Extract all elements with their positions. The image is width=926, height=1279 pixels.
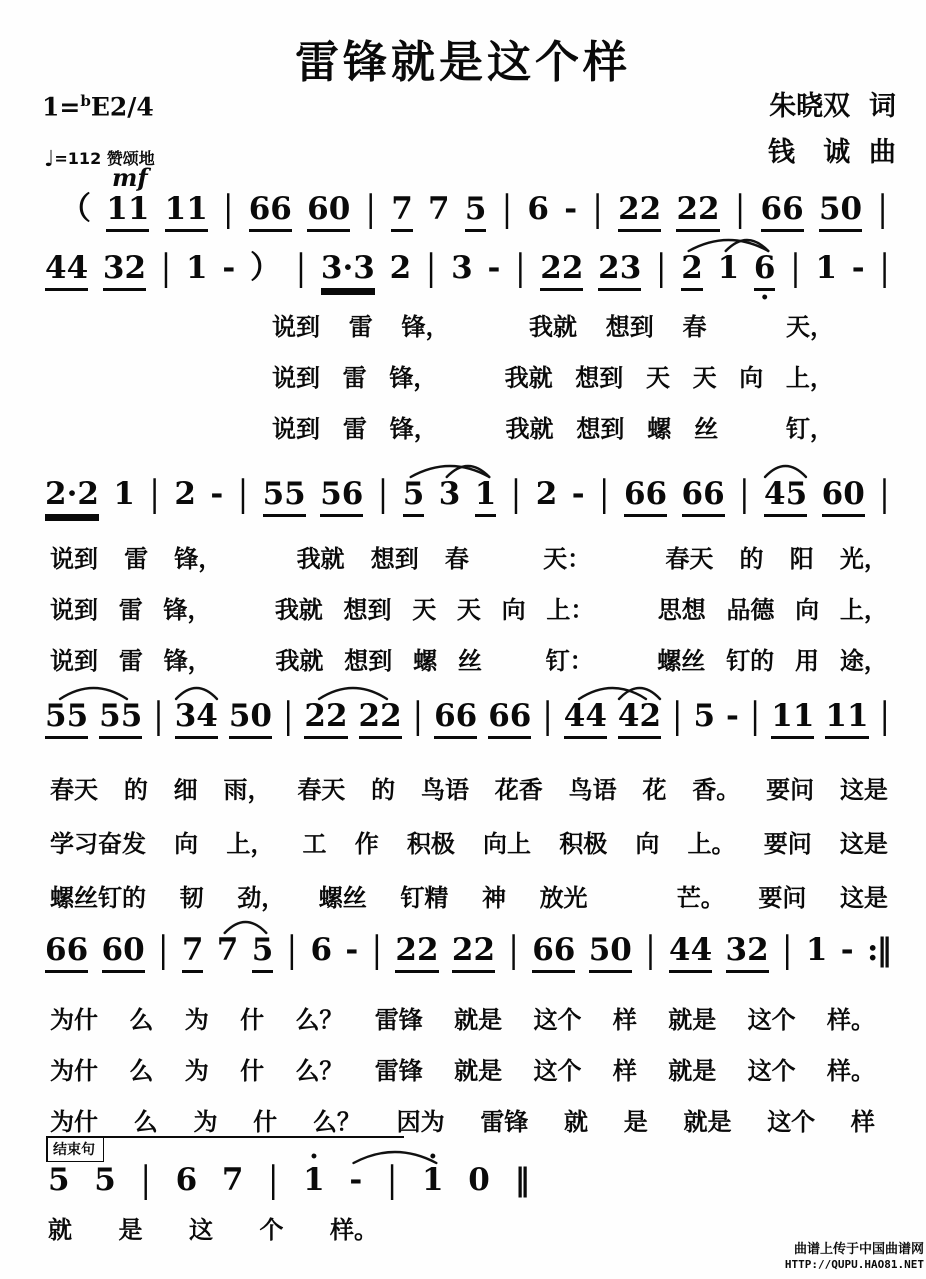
lyric-word: 作 xyxy=(354,830,379,858)
note-token: 32 xyxy=(726,933,769,973)
lyric-word: 这个 xyxy=(767,1108,816,1136)
lyric-word: 螺 xyxy=(413,647,438,675)
barline: | xyxy=(425,247,437,289)
note-token: 60 xyxy=(102,933,145,973)
note-token: - xyxy=(851,250,865,286)
lyric-word: 说到 xyxy=(50,647,98,675)
barline: | xyxy=(515,247,526,289)
lyric-word: 钉： xyxy=(545,647,594,675)
note-token: 44 xyxy=(45,251,88,291)
note-token: 60 xyxy=(307,192,350,232)
barline: | xyxy=(879,695,890,737)
lyric-word: 我就 xyxy=(505,415,554,443)
lyric-word: 天， xyxy=(786,313,834,341)
ending-phrase-label: 结束句 xyxy=(46,1138,104,1162)
note-token: 22 xyxy=(452,933,495,973)
lyric-word: 天： xyxy=(543,545,592,573)
lyrics-block-2 xyxy=(50,539,888,692)
note-token: - xyxy=(571,476,585,512)
lyric-word: 锋， xyxy=(163,596,212,624)
note-token: 66 xyxy=(532,933,575,973)
barline: | xyxy=(223,188,234,230)
lyric-word: 春天 xyxy=(50,776,98,804)
lyric-word: 这是 xyxy=(839,776,888,804)
note-token: 3·3 xyxy=(321,251,375,291)
note-token: 3 xyxy=(438,476,461,512)
lyric-word: 的 xyxy=(123,776,148,804)
lyric-line xyxy=(50,824,888,859)
lyric-word: 是 xyxy=(118,1216,143,1244)
note-token: 7 xyxy=(216,932,239,968)
barline: | xyxy=(158,929,169,971)
note-token: 5 xyxy=(94,1162,116,1198)
lyric-word: 螺丝钉的 xyxy=(50,884,146,912)
lyric-word: 要问 xyxy=(766,776,815,804)
lyric-word: 途， xyxy=(839,647,888,675)
lyric-word: 样。 xyxy=(330,1216,378,1244)
lyric-word: 什 xyxy=(253,1108,278,1136)
lyric-line xyxy=(50,590,888,625)
note-token: 5 xyxy=(252,933,274,973)
lyric-word: 我就 xyxy=(275,647,324,675)
note-token: 66 xyxy=(45,933,88,973)
note-token: 44 xyxy=(564,699,607,739)
note-token: 1 xyxy=(717,250,740,286)
note-token: 50 xyxy=(589,933,632,973)
note-token: 6 xyxy=(310,932,333,968)
note-token: 45 xyxy=(764,477,807,517)
note-token: 42 xyxy=(618,699,661,739)
lyric-word: 雨， xyxy=(223,776,272,804)
lyric-word: 天 xyxy=(645,364,670,392)
note-token: 11 xyxy=(165,192,208,232)
lyric-word: 想到 xyxy=(575,364,624,392)
lyric-line xyxy=(272,358,834,393)
lyric-word: 品德 xyxy=(726,596,775,624)
note-token: • 1 xyxy=(303,1163,325,1199)
lyric-word: 上， xyxy=(785,364,834,392)
lyric-word: 螺 xyxy=(647,415,672,443)
lyrics-block-4 xyxy=(50,1000,875,1153)
note-token: ） xyxy=(249,250,281,286)
lyric-word: 天 xyxy=(412,596,437,624)
lyric-word: 上， xyxy=(839,596,888,624)
barline: | xyxy=(879,247,890,289)
lyric-word: 上。 xyxy=(687,830,736,858)
lyric-word: 什 xyxy=(240,1006,265,1034)
lyric-word: 螺丝 xyxy=(318,884,367,912)
quarter-note-icon: ♩ xyxy=(44,147,55,172)
lyric-word: 雷锋 xyxy=(480,1108,529,1136)
note-token: 1 xyxy=(113,476,135,512)
lyric-word: 雷 xyxy=(118,647,143,675)
note-token: 7 xyxy=(182,933,204,973)
song-title: 雷锋就是这个样 xyxy=(295,37,631,88)
lyric-word: 花 xyxy=(642,776,667,804)
lyric-word: 雷锋 xyxy=(374,1057,423,1085)
key-signature xyxy=(42,92,154,121)
lyric-word: 说到 xyxy=(50,596,98,624)
music-line-4 xyxy=(45,695,890,739)
note-token: - xyxy=(222,250,236,286)
note-token: - xyxy=(840,932,854,968)
note-token: 22 xyxy=(359,699,402,739)
barline: | xyxy=(510,473,522,515)
lyric-word: 工 xyxy=(302,830,327,858)
lyric-word: 春 xyxy=(682,313,707,341)
note-token: 23 xyxy=(598,251,641,291)
lyric-word: 样 xyxy=(612,1006,637,1034)
lyric-word: 说到 xyxy=(272,364,320,392)
lyric-word: 样 xyxy=(850,1108,875,1136)
barline: | xyxy=(656,247,667,289)
note-token: 6 xyxy=(175,1162,198,1198)
lyric-word: 为什 xyxy=(50,1057,98,1085)
barline: | xyxy=(295,247,307,289)
lyric-word: 这个 xyxy=(533,1057,582,1085)
barline: | xyxy=(501,188,513,230)
lyric-word: 么？ xyxy=(312,1108,361,1136)
note-token: 11 xyxy=(771,699,814,739)
note-token: 60 xyxy=(822,477,865,517)
note-token: 34 xyxy=(175,699,218,739)
lyric-word: 么？ xyxy=(295,1057,344,1085)
lyric-word: 香。 xyxy=(692,776,741,804)
barline: | xyxy=(237,473,249,515)
watermark-url: HTTP://QUPU.HAO81.NET xyxy=(784,1258,924,1272)
lyric-word: 想到 xyxy=(576,415,625,443)
note-token: 22 xyxy=(540,251,583,291)
note-token: 66 xyxy=(624,477,667,517)
lyric-word: 雷 xyxy=(118,596,143,624)
lyric-word: 学习奋发 xyxy=(50,830,146,858)
note-token: 7 xyxy=(221,1162,244,1198)
note-token: 56 xyxy=(320,477,363,517)
note-token: 66 xyxy=(682,477,725,517)
lyric-word: 这 xyxy=(189,1216,213,1244)
note-token: 44 xyxy=(669,933,712,973)
lyric-word: 雷锋 xyxy=(374,1006,423,1034)
lyric-word: 雷 xyxy=(124,545,149,573)
music-line-1 xyxy=(60,188,888,232)
note-token: 5 xyxy=(693,698,716,734)
music-line-5 xyxy=(45,929,890,973)
lyric-word: 为什 xyxy=(50,1006,98,1034)
lyric-word: 春天 xyxy=(297,776,346,804)
lyric-word: 样。 xyxy=(826,1057,875,1085)
barline: :‖ xyxy=(867,932,890,968)
barline: | xyxy=(508,929,519,971)
note-token: 50 xyxy=(229,699,272,739)
lyric-word: 锋， xyxy=(389,415,438,443)
barline: | xyxy=(877,188,888,230)
note-token: 7 xyxy=(428,191,450,227)
lyric-word: 的 xyxy=(739,545,764,573)
lyric-word: 想到 xyxy=(370,545,419,573)
barline: | xyxy=(286,929,298,971)
lyric-line xyxy=(50,1000,875,1035)
lyric-word: 这个 xyxy=(533,1006,582,1034)
lyric-word: 锋， xyxy=(401,313,450,341)
note-token: 66 xyxy=(434,699,477,739)
lyric-word: 雷 xyxy=(342,415,367,443)
lyric-word: 钉精 xyxy=(400,884,449,912)
note-token: 7 xyxy=(391,192,413,232)
lyric-word: 钉， xyxy=(785,415,834,443)
lyric-word: 就 xyxy=(564,1108,589,1136)
note-token: 32 xyxy=(103,251,146,291)
lyric-word: 样 xyxy=(612,1057,637,1085)
note-token: - xyxy=(349,1162,363,1198)
lyric-line xyxy=(272,307,834,342)
barline: | xyxy=(645,929,656,971)
lyric-word: 向 xyxy=(739,364,764,392)
lyric-line xyxy=(50,1051,875,1086)
lyric-word: 钉的 xyxy=(726,647,775,675)
lyric-word: 就是 xyxy=(454,1006,503,1034)
lyric-word: 个 xyxy=(259,1216,284,1244)
barline: | xyxy=(599,473,610,515)
note-token: （ xyxy=(60,191,91,227)
note-token: 2 xyxy=(174,476,196,512)
lyric-word: 花香 xyxy=(494,776,543,804)
barline: | xyxy=(782,929,793,971)
lyric-word: 细 xyxy=(173,776,198,804)
note-token: 66 xyxy=(249,192,292,232)
lyric-word: 雷 xyxy=(342,364,367,392)
note-token: 22 xyxy=(618,192,661,232)
note-token: 2 xyxy=(389,250,412,286)
lyric-word: 就是 xyxy=(668,1057,717,1085)
lyric-word: 丝 xyxy=(694,415,719,443)
note-token: 50 xyxy=(819,192,862,232)
expression-text: 赞颂地 xyxy=(106,149,155,168)
lyric-word: 阳 xyxy=(789,545,814,573)
lyric-word: 上： xyxy=(546,596,595,624)
note-token: 6 xyxy=(527,191,549,227)
note-token: 11 xyxy=(106,192,149,232)
barline: | xyxy=(140,1159,151,1201)
lyric-word: 天 xyxy=(456,596,481,624)
lyric-word: 丝 xyxy=(457,647,482,675)
lyric-word: 思想 xyxy=(657,596,706,624)
composer-credit: 钱 诚 曲 xyxy=(768,137,896,168)
lyric-word: 劲， xyxy=(237,884,286,912)
note-token: 2 xyxy=(535,476,558,512)
barline: | xyxy=(790,247,801,289)
lyric-word: 么 xyxy=(129,1057,154,1085)
lyric-word: 就是 xyxy=(668,1006,717,1034)
lyric-word: 向 xyxy=(635,830,660,858)
lyric-word: 就 xyxy=(48,1216,72,1244)
lyric-word: 放光 xyxy=(539,884,588,912)
lyric-word: 为 xyxy=(184,1006,209,1034)
note-token: 5 xyxy=(465,192,487,232)
lyric-word: 说到 xyxy=(50,545,98,573)
lyric-word: 想到 xyxy=(344,647,393,675)
note-token: • 1 xyxy=(422,1163,444,1199)
lyric-line xyxy=(48,1210,378,1245)
barline: | xyxy=(153,695,164,737)
lyric-word: 说到 xyxy=(272,313,320,341)
note-token: 22 xyxy=(395,933,438,973)
lyric-word: 我就 xyxy=(274,596,323,624)
barline: | xyxy=(365,188,376,230)
note-token: 2·2 xyxy=(45,477,99,517)
lyric-word: 么 xyxy=(129,1006,154,1034)
note-token: 5 xyxy=(48,1162,70,1198)
lyric-word: 想到 xyxy=(343,596,392,624)
lyric-word: 想到 xyxy=(605,313,654,341)
lyric-word: 光， xyxy=(839,545,888,573)
note-token: 1 xyxy=(815,250,838,286)
lyrics-block-ending xyxy=(48,1210,378,1261)
tempo-value: =112 xyxy=(54,149,102,168)
flat-symbol: b xyxy=(80,92,91,110)
note-token: 3 xyxy=(451,250,473,286)
lyric-word: 因为 xyxy=(396,1108,445,1136)
note-token: 11 xyxy=(825,699,868,739)
key-rest: E2/4 xyxy=(90,92,154,122)
lyric-word: 向 xyxy=(501,596,526,624)
lyric-word: 的 xyxy=(371,776,396,804)
lyric-word: 什 xyxy=(240,1057,265,1085)
barline: | xyxy=(268,1159,279,1201)
lyric-word: 积极 xyxy=(559,830,608,858)
lyric-line xyxy=(50,770,888,805)
lyric-word: 我就 xyxy=(296,545,345,573)
lyric-word: 要问 xyxy=(763,830,812,858)
note-token: 66 xyxy=(488,699,531,739)
note-token: 1 xyxy=(185,250,208,286)
barline: | xyxy=(739,473,750,515)
lyric-word: 鸟语 xyxy=(568,776,617,804)
lyric-word: 螺丝 xyxy=(657,647,706,675)
lyric-word: 为 xyxy=(184,1057,209,1085)
note-token: 6 • xyxy=(754,251,776,291)
barline: | xyxy=(542,695,553,737)
lyric-line xyxy=(50,878,888,913)
note-token: 22 xyxy=(676,192,719,232)
barline: | xyxy=(592,188,603,230)
ending-phrase-bracket xyxy=(46,1136,404,1162)
lyric-word: 么 xyxy=(133,1108,158,1136)
lyric-word: 锋， xyxy=(389,364,438,392)
lyric-line xyxy=(50,641,888,676)
lyric-word: 向上 xyxy=(483,830,532,858)
lyric-word: 鸟语 xyxy=(420,776,469,804)
note-token: 55 xyxy=(45,699,88,739)
note-token: - xyxy=(726,698,739,734)
note-token: - xyxy=(564,191,578,227)
music-line-3 xyxy=(45,473,890,517)
lyric-line xyxy=(50,1102,875,1137)
barline: | xyxy=(160,247,172,289)
barline: | xyxy=(734,188,746,230)
lyric-word: 我就 xyxy=(504,364,553,392)
lyric-word: 积极 xyxy=(406,830,455,858)
music-line-ending xyxy=(48,1159,528,1201)
lyric-word: 韧 xyxy=(179,884,204,912)
watermark-site-name: 曲谱上传于中国曲谱网 xyxy=(793,1242,924,1257)
lyricist-credit: 朱晓双 词 xyxy=(769,91,896,122)
barline: | xyxy=(412,695,424,737)
music-line-2 xyxy=(45,247,890,291)
lyric-word: 芒。 xyxy=(676,884,725,912)
lyric-word: 说到 xyxy=(272,415,320,443)
lyric-word: 上， xyxy=(226,830,275,858)
barline: | xyxy=(377,473,389,515)
note-token: 0 xyxy=(468,1162,490,1198)
lyrics-block-1 xyxy=(272,307,834,460)
lyric-word: 用 xyxy=(794,647,819,675)
key-prefix: 1= xyxy=(42,92,81,122)
lyric-word: 锋， xyxy=(174,545,223,573)
note-token: 66 xyxy=(761,192,804,232)
note-token: 22 xyxy=(304,699,347,739)
lyric-word: 这个 xyxy=(747,1006,796,1034)
lyric-word: 向 xyxy=(174,830,199,858)
watermark xyxy=(785,1242,924,1272)
lyric-word: 锋， xyxy=(163,647,212,675)
lyric-line xyxy=(50,539,888,574)
barline: | xyxy=(282,695,294,737)
lyric-line xyxy=(272,409,834,444)
barline: | xyxy=(672,695,683,737)
lyric-word: 雷 xyxy=(348,313,373,341)
lyric-word: 么？ xyxy=(295,1006,344,1034)
barline: ‖ xyxy=(514,1162,528,1198)
barline: | xyxy=(149,473,160,515)
lyric-word: 这是 xyxy=(839,884,888,912)
note-token: 2 xyxy=(681,251,703,291)
barline: | xyxy=(749,695,761,737)
note-token: 1 xyxy=(805,932,828,968)
note-token: 1 xyxy=(475,477,497,517)
lyric-word: 要问 xyxy=(758,884,807,912)
lyric-word: 样。 xyxy=(826,1006,875,1034)
note-token: - xyxy=(345,932,359,968)
note-token: 55 xyxy=(99,699,142,739)
lyric-word: 神 xyxy=(481,884,506,912)
lyric-word: 就是 xyxy=(683,1108,732,1136)
lyric-word: 向 xyxy=(795,596,820,624)
note-token: - xyxy=(487,250,501,286)
lyric-word: 这个 xyxy=(747,1057,796,1085)
lyrics-block-3 xyxy=(50,770,888,932)
lyric-word: 就是 xyxy=(454,1057,503,1085)
note-token: 5 xyxy=(403,477,425,517)
lyric-word: 我就 xyxy=(529,313,577,341)
barline: | xyxy=(386,1159,398,1201)
lyric-word: 为什 xyxy=(50,1108,98,1136)
lyric-word: 天 xyxy=(692,364,717,392)
barline: | xyxy=(371,929,383,971)
note-token: - xyxy=(210,476,224,512)
barline: | xyxy=(879,473,890,515)
lyric-word: 春天 xyxy=(665,545,714,573)
lyric-word: 为 xyxy=(193,1108,218,1136)
note-token: 55 xyxy=(263,477,306,517)
dynamics-marking: mf xyxy=(112,163,148,192)
lyric-word: 是 xyxy=(623,1108,648,1136)
lyric-word: 春 xyxy=(444,545,469,573)
lyric-word: 这是 xyxy=(839,830,888,858)
